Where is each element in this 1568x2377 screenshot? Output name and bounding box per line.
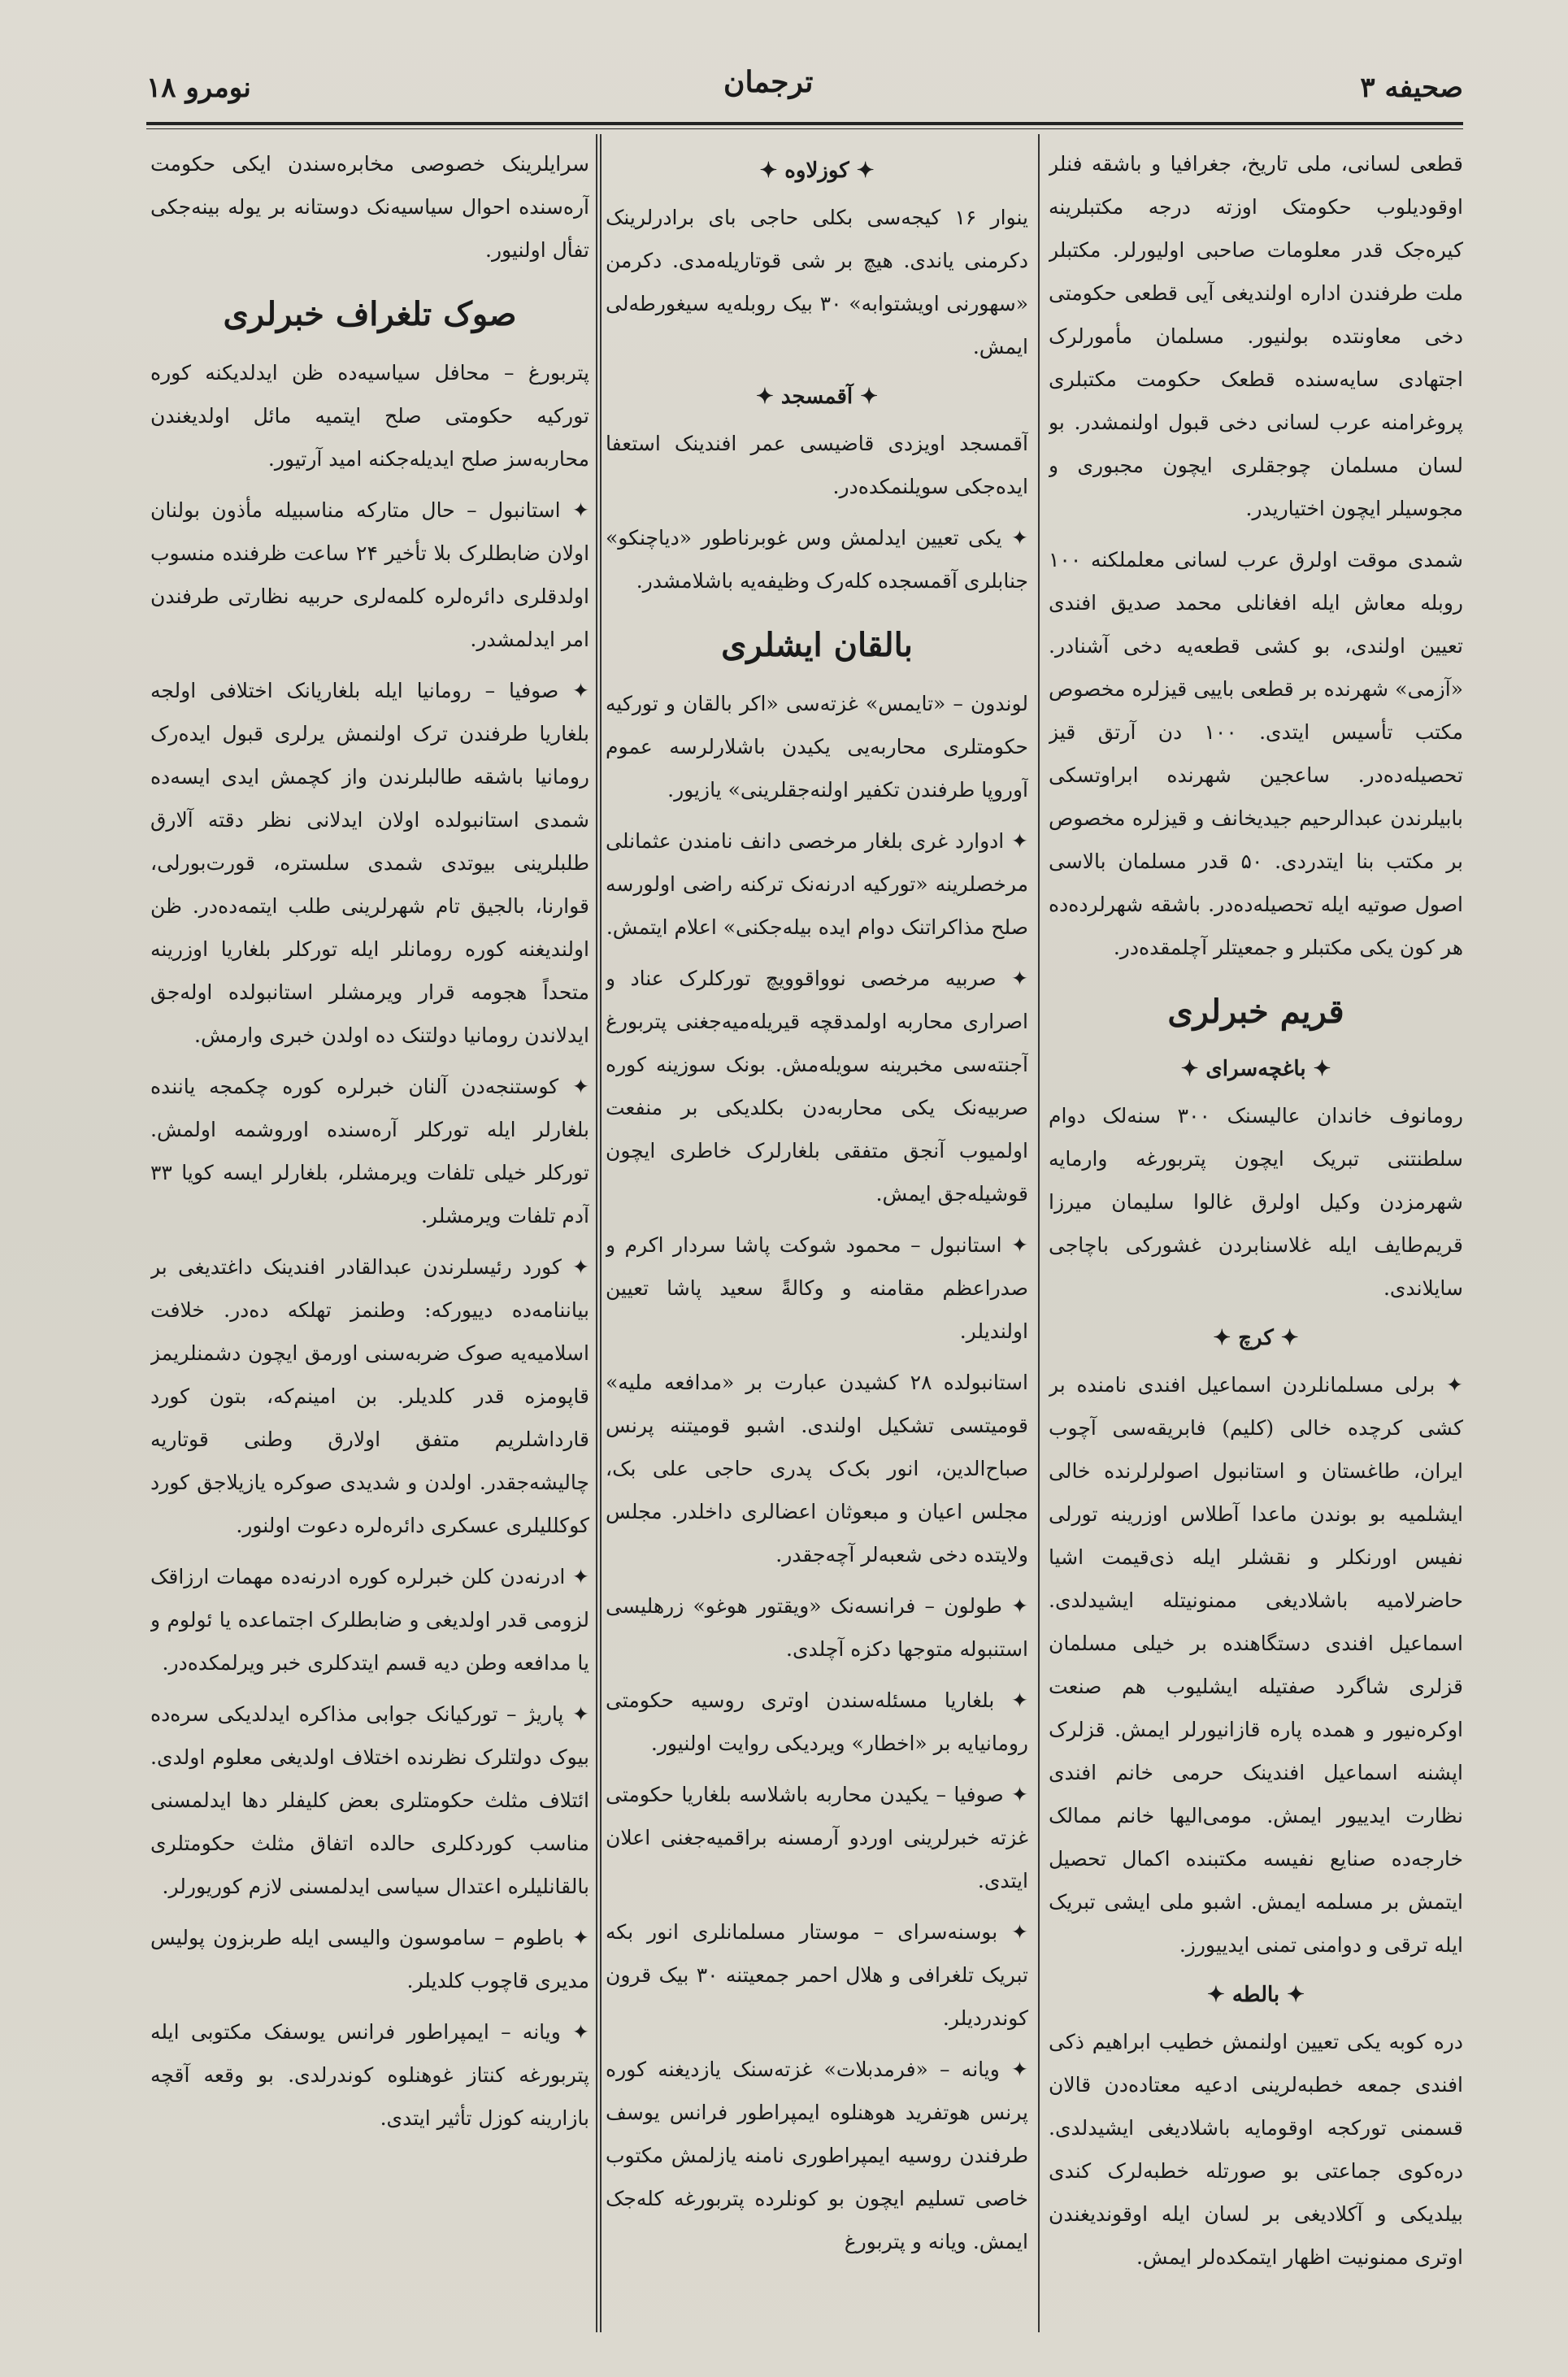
dateline-heading: ✦ کوزلاوه ✦ bbox=[759, 159, 875, 183]
dateline-heading: ✦ آقمسجد ✦ bbox=[756, 385, 878, 409]
article-paragraph: قطعی لسانی، ملی تاریخ، جغرافیا و باشقه فنلر اوقودیلوب حکومتک اوزته درجه مکتبلرینه کیره‌جک قدر معلومات صاحبی اولیورلر. مکتبلر ملت طرفندن اداره اولندیغی آیی قطعی حکومتی دخی معاونتده بولنیور. مسلمان مأمورلرک اجتهادی سایه‌سنده قطعک حکومت مکتبلری پروغرامنه عرب لسانی دخی قبول اولنمشدر. بو لسان مسلمان چوجقلری ایچون مجبوری و مجوسیلر ایچون اختیاریدر. bbox=[1049, 152, 1463, 520]
section-heading: صوک تلغراف خبرلری bbox=[223, 295, 517, 333]
column-divider bbox=[596, 134, 597, 2332]
article-paragraph: ✦ استانبول – حال متارکه مناسبیله مأذون بولنان اولان ضابطلرک بلا تأخیر ۲۴ ساعت ظرفنده منسوب اولدقلری دائره‌لره کلمه‌لری حربیه نظارتی طرفندن امر ایدلمشدر. bbox=[150, 498, 589, 651]
article-paragraph: رومانوف خاندان عالیسنک ۳۰۰ سنه‌لک دوام سلطنتنی تبریک ایچون پتربورغه وارمایه شهرمزدن وکیل اولرق غالوا سلیمان میرزا قریم‌طایف ایله غلاسنابردن غشورکی باچاجی سایلاندی. bbox=[1049, 1104, 1463, 1300]
article-paragraph: ✦ کورد رئیسلرندن عبدالقادر افندینک داغتدیغی بر بیاننامه‌ده دییورکه: وطنمز تهلکه ده‌در. خلافت اسلامیه‌یه صوک ضربه‌سنی اورمق ایچون دشمنلریمز قاپومزه قدر کلدیلر. بن امینم‌که، بتون کورد قارداشلریم متفق اولارق وطنی قوتاریه چالیشه‌جقدر. اولدن و شدیدی صوکره یازیلاجق کورد کوکللیلری عسکری دائره‌لره دعوت اولنور. bbox=[150, 1255, 589, 1537]
middle-column bbox=[606, 142, 1028, 2328]
article-paragraph: ✦ صوفیا – یکیدن محاربه باشلاسه بلغاریا حکومتی غزته خبرلرینی اوردو آرمسنه براقمیه‌جغنی اعلان ایتدی. bbox=[606, 1783, 1028, 1892]
article-paragraph: ✦ ویانه – ایمپراطور فرانس یوسفک مکتوبی ایله پتربورغه کنتاز غوهنلوه کوندرلدی. بو وقعه آقچه بازارینه کوزل تأثیر ایتدی. bbox=[150, 2020, 589, 2130]
article-paragraph: ینوار ۱۶ کیجه‌سی بکلی حاجی بای برادرلرینک دکرمنی یاندی. هیچ بر شی قوتاریله‌مدی. دکرمن «سهورنی اویشتوابه» ۳۰ بیک روبله‌یه سیغورطه‌لی ایمش. bbox=[606, 206, 1028, 359]
article-paragraph: ✦ صربیه مرخصی نوواقوویچ تورکلرک عناد و اصراری محاربه اولمدقچه قیریله‌میه‌جغنی پتربورغ آجنته‌سی مخبرینه سویله‌مش. بونک سوزینه کوره صربیه‌نک یکی محاربه‌دن بکلدیکی بر منفعت اولمیوب آنجق متفقی بلغارلرک خاطری ایچون قوشیله‌جق ایمش. bbox=[606, 967, 1028, 1206]
article-paragraph: شمدی موقت اولرق عرب لسانی معلملکنه ۱۰۰ روبله معاش ایله افغانلی محمد صدیق افندی تعیین اولندی، بو کشی قطعه‌یه دخی آشنادر. «آزمی» شهرنده بر قطعی باییی قیزلره مخصوص مکتب تأسیس ایتدی. ۱۰۰ دن آرتق قیز تحصیله‌ده‌در. ساعجین شهرنده ابراوتسکی بابیلرندن عبدالرحیم جیدیخانف و قیزلره مخصوص بر مکتب بنا ایتدردی. ۵۰ قدر مسلمان بالاسی اصول صوتیه ایله تحصیله‌ده‌در. باشقه شهرلرده‌ده هر کون یکی مکتبلر و جمعیتلر آچلمقده‌در. bbox=[1049, 548, 1463, 959]
article-paragraph: ✦ طولون – فرانسه‌نک «ویقتور هوغو» زرهلیسی استنبوله متوجها دکزه آچلدی. bbox=[606, 1594, 1028, 1661]
section-heading: قریم خبرلری bbox=[1167, 993, 1344, 1031]
article-paragraph: ✦ بوسنه‌سرای – موستار مسلمانلری انور بکه تبریک تلغرافی و هلال احمر جمعیتنه ۳۰ بیک قرون کوندردیلر. bbox=[606, 1920, 1028, 2030]
left-column bbox=[150, 142, 589, 2328]
column-divider bbox=[1038, 134, 1040, 2332]
page-number: صحیفه ۳ bbox=[1360, 72, 1463, 104]
masthead-rule bbox=[146, 122, 1463, 125]
article-paragraph: ✦ ویانه – «فرمدبلات» غزته‌سنک یازدیغنه کوره پرنس هوتفرید هوهنلوه ایمپراطور فرانس یوسف طرفندن روسیه ایمپراطوری نامنه یازلمش مکتوب خاصی تسلیم ایچون بو کونلرده پتربورغه کله‌جک ایمش. ویانه و پتربورغ bbox=[606, 2058, 1028, 2253]
article-paragraph: ✦ پاریژ – تورکیانک جوابی مذاکره ایدلدیکی سره‌ده بیوک دولتلرک نظرنده اختلاف اولدیغی معلوم اولدی. ائتلاف مثلث حکومتلری بعض کلیفلر دها ایدلمسنی مناسب کوردکلری حالده اتفاق مثلث حکومتلری بالقانلیلره اعتدال سیاسی ایدلمسنی لازم کوریورلر. bbox=[150, 1702, 589, 1898]
column-divider bbox=[600, 134, 602, 2332]
article-paragraph: ✦ ادوارد غری بلغار مرخصی دانف نامندن عثمانلی مرخصلرینه «تورکیه ادرنه‌نک ترکنه راضی اولورسه صلح مذاکراتنک دوام ایده بیله‌جکنی» اعلام ایتمش. bbox=[606, 829, 1028, 939]
article-paragraph: دره کوبه یکی تعیین اولنمش خطیب ابراهیم ذکی افندی جمعه خطبه‌لرینی ادعیه معتاده‌دن قالان قسمنی تورکجه اوقومایه باشلادیغی ایشیدلدی. دره‌کوی جماعتی بو صورتله خطبه‌لرک کندی بیلدیکی و آکلادیغی بر لسان ایله اوقوندیغندن اوتری ممنونیت اظهار ایتمکده‌لر ایمش. bbox=[1049, 2030, 1463, 2269]
article-paragraph: پتربورغ – محافل سیاسیه‌ده ظن ایدلدیکنه کوره تورکیه حکومتی صلح ایتمیه مائل اولدیغندن محاربه‌سز صلح ایدیله‌جکنه امید آرتیور. bbox=[150, 361, 589, 471]
masthead bbox=[146, 57, 1463, 122]
article-paragraph: ✦ کوستنجه‌دن آلنان خبرلره کوره چکمجه یاننده بلغارلر ایله تورکلر آره‌سنده اوروشمه اولمش. تورکلر خیلی تلفات ویرمشلر، بلغارلر ایسه کویا ۳۳ آدم تلفات ویرمشلر. bbox=[150, 1075, 589, 1228]
article-paragraph: ✦ بلغاریا مسئله‌سندن اوتری روسیه حکومتی رومانیایه بر «اخطار» ویردیکی روایت اولنیور. bbox=[606, 1688, 1028, 1755]
article-paragraph: ✦ باطوم – ساموسون والیسی ایله طربزون پولیس مدیری قاچوب کلدیلر. bbox=[150, 1926, 589, 1992]
article-paragraph: ✦ صوفیا – رومانیا ایله بلغاریانک اختلافی اولجه بلغاریا طرفندن ترک اولنمش یرلری قبول ایده‌رک رومانیا باشقه طالبلرندن واز کچمش ایدی ایسه‌ده شمدی استانبولده اولان ایدلانی نظر دقته آلارق طلبلرینی بیوتدی شمدی سلستره، قورت‌بورلی، قوارنا، بالجیق تام شهرلرینی طلب ایتمه‌ده‌در. ظن اولندیغنه کوره رومانلر ایله تورکلر بلغاریا اوزرینه متحداً هجومه قرار ویرمشلر استانبولده اوله‌جق ایدلاندن رومانیا دولتنک ده اولدن خبری وارمش. bbox=[150, 679, 589, 1047]
dateline-heading: ✦ کرچ ✦ bbox=[1213, 1326, 1299, 1350]
article-paragraph: استانبولده ۲۸ کشیدن عبارت بر «مدافعه ملیه» قومیتسی تشکیل اولندی. اشبو قومیتنه پرنس صباح‌الدین، انور بک‌ک پدری حاجی علی بک، مجلس اعیان و مبعوثان اعضالری داخلدر. مجلس ولایتده دخی شعبه‌لر آچه‌جقدر. bbox=[606, 1371, 1028, 1567]
article-paragraph: ✦ یکی تعیین ایدلمش وس غوبرناطور «دیاچنکو» جنابلری آقمسجده کله‌رک وظیفه‌یه باشلامشدر. bbox=[606, 526, 1028, 593]
article-paragraph: ✦ ادرنه‌دن کلن خبرلره کوره ادرنه‌ده مهمات ارزاقک لزومی قدر اولدیغی و ضابطلرک اجتماعده یا ئولوم و یا مدافعه وطن دیه قسم ایتدکلری خبر ویرلمکده‌در. bbox=[150, 1565, 589, 1675]
dateline-heading: ✦ بالطه ✦ bbox=[1206, 1983, 1305, 2007]
article-paragraph: ✦ برلی مسلمانلردن اسماعیل افندی نامنده بر کشی کرچده خالی (کلیم) فابریقه‌سی آچوب ایران، طاغستان و استانبول اصولرلرنده خالی ایشلمیه بو بوندن ماعدا آطلاس اوزرینه تورلی نفیس اورنکلر و نقشلر ایله ذی‌قیمت اشیا حاضرلامیه باشلادیغی ممنونیتله ایشیدلدی. اسماعیل افندی دستگاهنده بر خیلی مسلمان قزلری شاگرد صفتیله ایشلیوب هم صنعت اوکره‌نیور و همده پاره قازانیورلر ایمش. قزلرک اپشنه اسماعیل افندینک حرمی خانم افندی نظارت ایدییور ایمش. مومی‌الیها خانم ممالک خارجه‌ده صنایع نفیسه مکتبنده اکمال تحصیل ایتمش بر مسلمه ایمش. اشبو ملی ایشی تبریک ایله ترقی و دوامنی تمنی ایدییورز. bbox=[1049, 1373, 1463, 1957]
article-paragraph: ✦ استانبول – محمود شوکت پاشا سردار اکرم و صدراعظم مقامنه و وکالةً سعید پاشا تعیین اولندیلر. bbox=[606, 1233, 1028, 1343]
article-paragraph: آقمسجد اویزدی قاضیسی عمر افندینک استعفا ایده‌جکی سویلنمکده‌در. bbox=[606, 432, 1028, 498]
issue-number: نومرو ۱۸ bbox=[146, 72, 251, 104]
article-paragraph: لوندون – «تایمس» غزته‌سی «اکر بالقان و تورکیه حکومتلری محاربه‌یی یکیدن باشلارلرسه عموم آوروپا طرفندن تکفیر اولنه‌جقلرینی» یازیور. bbox=[606, 692, 1028, 802]
newspaper-title: ترجمان bbox=[723, 65, 814, 99]
right-column bbox=[1049, 142, 1463, 2328]
article-paragraph: سرایلرینک خصوصی مخابره‌سندن ایکی حکومت آره‌سنده احوال سیاسیه‌نک دوستانه بر یوله بینه‌جکی تفأل اولنیور. bbox=[150, 152, 589, 262]
section-heading: بالقان ایشلری bbox=[721, 626, 913, 664]
dateline-heading: ✦ باغچه‌سرای ✦ bbox=[1180, 1057, 1331, 1081]
masthead-rule-thin bbox=[146, 128, 1463, 129]
